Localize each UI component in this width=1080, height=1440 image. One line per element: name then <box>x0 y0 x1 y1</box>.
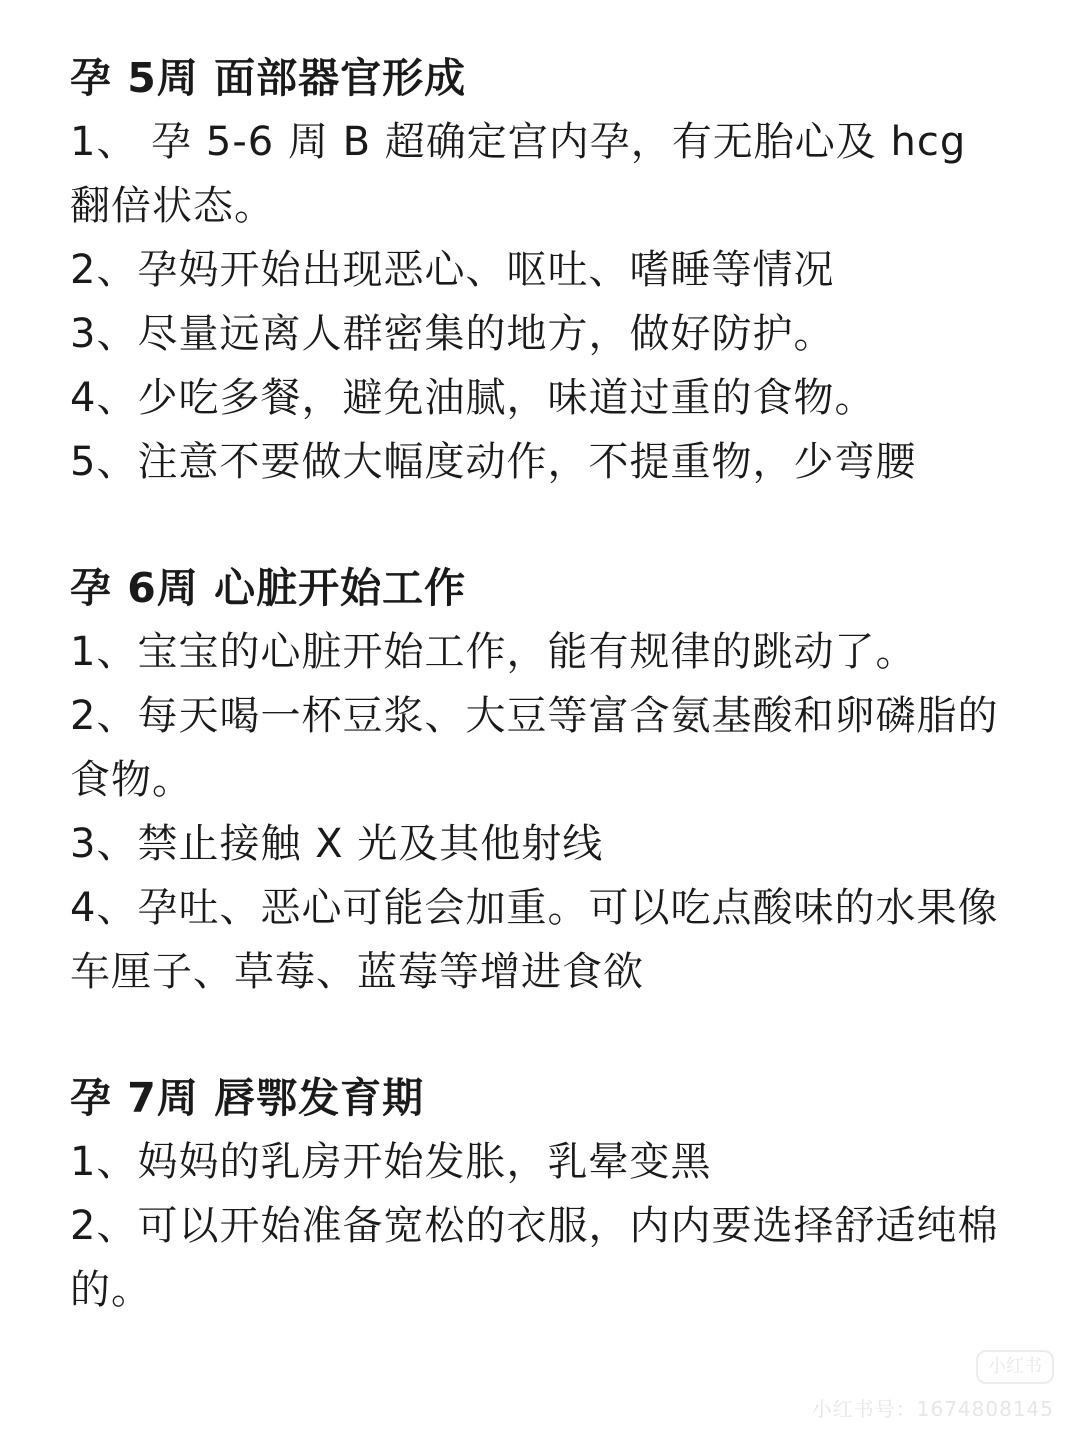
list-item: 2、可以开始准备宽松的衣服，内内要选择舒适纯棉的。 <box>70 1203 999 1313</box>
section-title: 孕 5周 面部器官形成 <box>70 54 467 102</box>
list-item: 1、妈妈的乳房开始发胀，乳晕变黑 <box>70 1139 712 1185</box>
list-item: 4、孕吐、恶心可能会加重。可以吃点酸味的水果像车厘子、草莓、蓝莓等增进食欲 <box>70 885 999 995</box>
list-item: 2、每天喝一杯豆浆、大豆等富含氨基酸和卵磷脂的食物。 <box>70 693 999 803</box>
list-item: 3、禁止接触 X 光及其他射线 <box>70 821 604 867</box>
list-item: 2、孕妈开始出现恶心、呕吐、嗜睡等情况 <box>70 247 835 293</box>
list-item: 5、注意不要做大幅度动作，不提重物，少弯腰 <box>70 439 917 485</box>
watermark-logo: 小红书 <box>976 1350 1054 1384</box>
list-item: 4、少吃多餐，避免油腻，味道过重的食物。 <box>70 375 876 421</box>
section-week-7 <box>70 1066 1020 1322</box>
watermark <box>812 1350 1054 1422</box>
watermark-id: 小红书号：1674808145 <box>811 1397 1054 1421</box>
section-title: 孕 6周 心脏开始工作 <box>70 564 467 612</box>
section-week-5 <box>70 46 1020 494</box>
section-title: 孕 7周 唇鄂发育期 <box>70 1074 425 1122</box>
section-week-6 <box>70 556 1020 1004</box>
document-body <box>70 46 1020 1384</box>
list-item: 1、宝宝的心脏开始工作，能有规律的跳动了。 <box>70 629 917 675</box>
list-item: 3、尽量远离人群密集的地方，做好防护。 <box>70 311 835 357</box>
list-item: 1、 孕 5-6 周 B 超确定宫内孕，有无胎心及 hcg 翻倍状态。 <box>70 119 967 229</box>
